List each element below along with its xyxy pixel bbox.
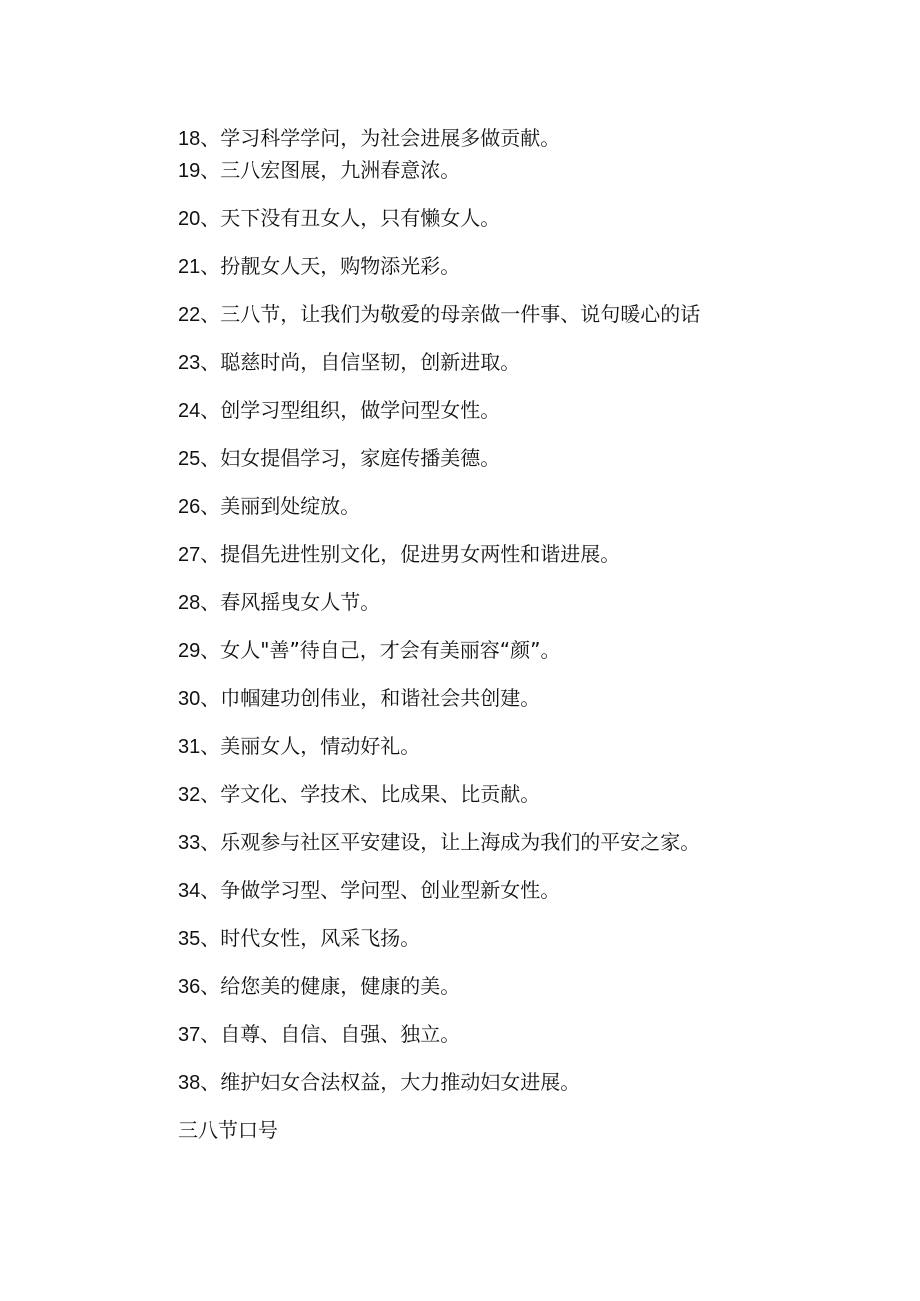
item-number: 20 bbox=[178, 208, 201, 230]
list-item-31 bbox=[178, 732, 878, 760]
item-number: 32 bbox=[178, 784, 201, 806]
item-number: 36 bbox=[178, 976, 201, 998]
list-item-38 bbox=[178, 1068, 878, 1096]
list-item-26 bbox=[178, 492, 878, 520]
list-item-35 bbox=[178, 924, 878, 952]
item-number: 21 bbox=[178, 256, 201, 278]
list-item-20 bbox=[178, 204, 878, 232]
item-text: 、春风摇曳女人节。 bbox=[200, 590, 381, 614]
item-text: 、提倡先进性别文化，促进男女两性和谐进展。 bbox=[200, 542, 621, 566]
list-item-37 bbox=[178, 1020, 878, 1048]
item-number: 25 bbox=[178, 448, 201, 470]
item-text: 、三八节，让我们为敬爱的母亲做一件事、说句暖心的话 bbox=[200, 302, 701, 326]
item-text: 、学文化、学技术、比成果、比贡献。 bbox=[200, 782, 541, 806]
item-number: 19 bbox=[178, 160, 201, 182]
item-text: 、创学习型组织，做学问型女性。 bbox=[200, 398, 501, 422]
item-text: 、自尊、自信、自强、独立。 bbox=[200, 1022, 461, 1046]
item-text: 、女人"善”待自己，才会有美丽容“颜”。 bbox=[200, 638, 561, 662]
list-item-24 bbox=[178, 396, 878, 424]
list-item-27 bbox=[178, 540, 878, 568]
item-text: 、学习科学学问，为社会进展多做贡献。 bbox=[200, 126, 561, 150]
list-item-28 bbox=[178, 588, 878, 616]
item-text: 、给您美的健康，健康的美。 bbox=[200, 974, 461, 998]
item-text: 、三八宏图展，九洲春意浓。 bbox=[200, 158, 461, 182]
list-item-34 bbox=[178, 876, 878, 904]
item-number: 30 bbox=[178, 688, 201, 710]
list-item-23 bbox=[178, 348, 878, 376]
list-item-22 bbox=[178, 300, 878, 328]
item-number: 34 bbox=[178, 880, 201, 902]
item-number: 35 bbox=[178, 928, 201, 950]
item-number: 27 bbox=[178, 544, 201, 566]
item-text: 、美丽女人，情动好礼。 bbox=[200, 734, 421, 758]
list-item-18 bbox=[178, 124, 878, 152]
list-item-21 bbox=[178, 252, 878, 280]
list-item-32 bbox=[178, 780, 878, 808]
item-text: 、维护妇女合法权益，大力推动妇女进展。 bbox=[200, 1070, 581, 1094]
item-number: 38 bbox=[178, 1072, 201, 1094]
item-number: 28 bbox=[178, 592, 201, 614]
item-number: 23 bbox=[178, 352, 201, 374]
list-item-33 bbox=[178, 828, 878, 856]
list-item-36 bbox=[178, 972, 878, 1000]
item-text: 、天下没有丑女人，只有懒女人。 bbox=[200, 206, 501, 230]
item-text: 、时代女性，风采飞扬。 bbox=[200, 926, 421, 950]
slogan-list bbox=[178, 124, 878, 1144]
item-number: 33 bbox=[178, 832, 201, 854]
item-number: 18 bbox=[178, 128, 201, 150]
list-item-25 bbox=[178, 444, 878, 472]
item-text: 、美丽到处绽放。 bbox=[200, 494, 361, 518]
item-number: 22 bbox=[178, 304, 201, 326]
section-heading bbox=[178, 1116, 878, 1144]
heading-text: 三八节口号 bbox=[178, 1118, 278, 1142]
item-number: 26 bbox=[178, 496, 201, 518]
item-text: 、乐观参与社区平安建设，让上海成为我们的平安之家。 bbox=[200, 830, 701, 854]
list-item-30 bbox=[178, 684, 878, 712]
item-text: 、巾帼建功创伟业，和谐社会共创建。 bbox=[200, 686, 541, 710]
item-number: 24 bbox=[178, 400, 201, 422]
item-text: 、妇女提倡学习，家庭传播美德。 bbox=[200, 446, 501, 470]
list-item-19 bbox=[178, 156, 878, 184]
item-number: 37 bbox=[178, 1024, 201, 1046]
list-item-29 bbox=[178, 636, 878, 664]
item-text: 、扮靓女人天，购物添光彩。 bbox=[200, 254, 461, 278]
item-text: 、聪慈时尚，自信坚韧，创新进取。 bbox=[200, 350, 521, 374]
item-text: 、争做学习型、学问型、创业型新女性。 bbox=[200, 878, 561, 902]
item-number: 29 bbox=[178, 640, 201, 662]
item-number: 31 bbox=[178, 736, 201, 758]
